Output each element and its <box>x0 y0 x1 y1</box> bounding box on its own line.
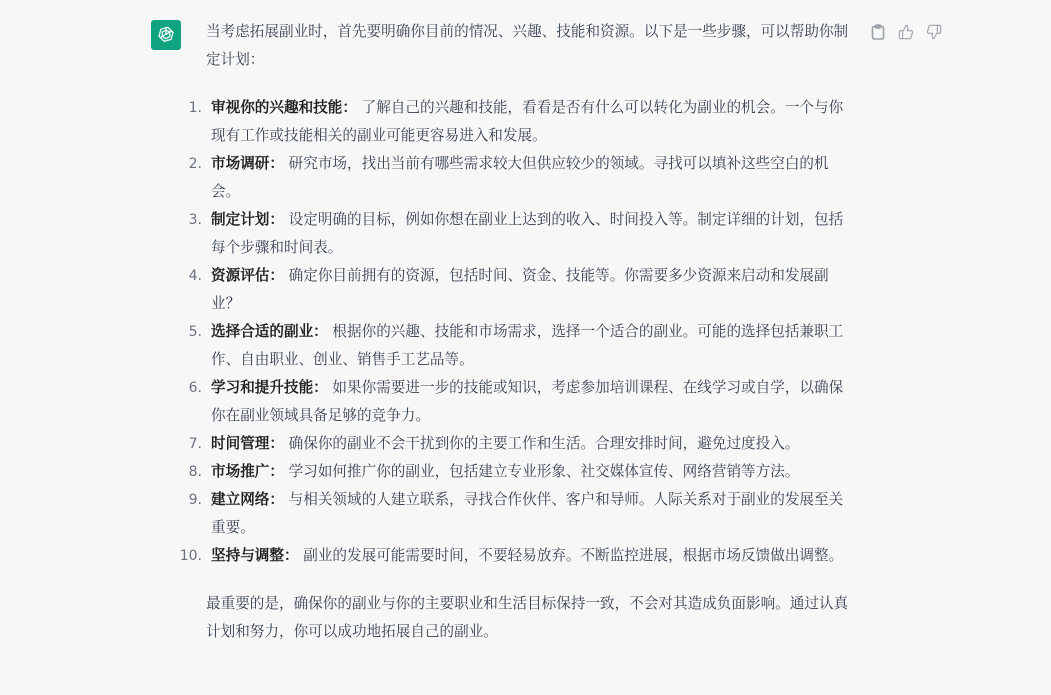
step-text: 设定明确的目标，例如你想在副业上达到的收入、时间投入等。制定详细的计划，包括每个步骤和时间表。 <box>211 211 844 256</box>
step-title: 坚持与调整： <box>211 547 299 564</box>
step-text: 根据你的兴趣、技能和市场需求，选择一个适合的副业。可能的选择包括兼职工作、自由职业、创业、销售手工艺品等。 <box>211 323 844 368</box>
message-outro: 最重要的是，确保你的副业与你的主要职业和生活目标保持一致，不会对其造成负面影响。通过认真计划和努力，你可以成功地拓展自己的副业。 <box>206 595 849 640</box>
step-title: 学习和提升技能： <box>211 379 328 396</box>
steps-list <box>179 94 856 570</box>
list-item <box>188 262 856 318</box>
step-text: 确定你目前拥有的资源，包括时间、资金、技能等。你需要多少资源来启动和发展副业？ <box>211 267 829 312</box>
step-text: 确保你的副业不会干扰到你的主要工作和生活。合理安排时间，避免过度投入。 <box>288 435 800 452</box>
step-text: 研究市场，找出当前有哪些需求较大但供应较少的领域。寻找可以填补这些空白的机会。 <box>211 155 829 200</box>
list-number: 7. <box>188 436 202 452</box>
list-number: 10. <box>179 548 202 564</box>
list-item <box>188 150 856 206</box>
message-actions <box>870 23 942 41</box>
list-number: 3. <box>188 212 202 228</box>
list-item <box>188 206 856 262</box>
list-number: 5. <box>188 324 202 340</box>
step-title: 资源评估： <box>211 267 284 284</box>
step-title: 建立网络： <box>211 491 284 508</box>
list-number: 6. <box>188 380 202 396</box>
list-item <box>188 458 856 486</box>
step-text: 如果你需要进一步的技能或知识，考虑参加培训课程、在线学习或自学，以确保你在副业领域具备足够的竞争力。 <box>211 379 844 424</box>
list-item <box>188 374 856 430</box>
step-text: 与相关领域的人建立联系，寻找合作伙伴、客户和导师。人际关系对于副业的发展至关重要。 <box>211 491 844 536</box>
list-number: 1. <box>188 100 202 116</box>
thumbs-up-button[interactable] <box>898 23 914 41</box>
thumbs-up-icon <box>898 24 914 40</box>
step-title: 时间管理： <box>211 435 284 452</box>
step-title: 选择合适的副业： <box>211 323 328 340</box>
step-title: 审视你的兴趣和技能： <box>211 99 357 116</box>
step-title: 市场推广： <box>211 463 284 480</box>
openai-logo-icon <box>151 20 181 50</box>
list-item <box>188 318 856 374</box>
list-item <box>179 542 856 570</box>
list-number: 8. <box>188 464 202 480</box>
list-number: 4. <box>188 268 202 284</box>
step-text: 了解自己的兴趣和技能，看看是否有什么可以转化为副业的机会。一个与你现有工作或技能相关的副业可能更容易进入和发展。 <box>211 99 844 144</box>
copy-button[interactable] <box>870 23 886 41</box>
message-content <box>179 18 856 646</box>
list-item <box>188 430 856 458</box>
step-title: 制定计划： <box>211 211 284 228</box>
step-text: 学习如何推广你的副业，包括建立专业形象、社交媒体宣传、网络营销等方法。 <box>288 463 800 480</box>
clipboard-icon <box>871 24 885 40</box>
step-title: 市场调研： <box>211 155 284 172</box>
thumbs-down-button[interactable] <box>926 23 942 41</box>
list-number: 2. <box>188 156 202 172</box>
list-number: 9. <box>188 492 202 508</box>
step-text: 副业的发展可能需要时间，不要轻易放弃。不断监控进展，根据市场反馈做出调整。 <box>303 547 844 564</box>
thumbs-down-icon <box>926 24 942 40</box>
list-item <box>188 94 856 150</box>
list-item <box>188 486 856 542</box>
message-intro: 当考虑拓展副业时，首先要明确你目前的情况、兴趣、技能和资源。以下是一些步骤，可以帮助你制定计划： <box>206 23 849 68</box>
